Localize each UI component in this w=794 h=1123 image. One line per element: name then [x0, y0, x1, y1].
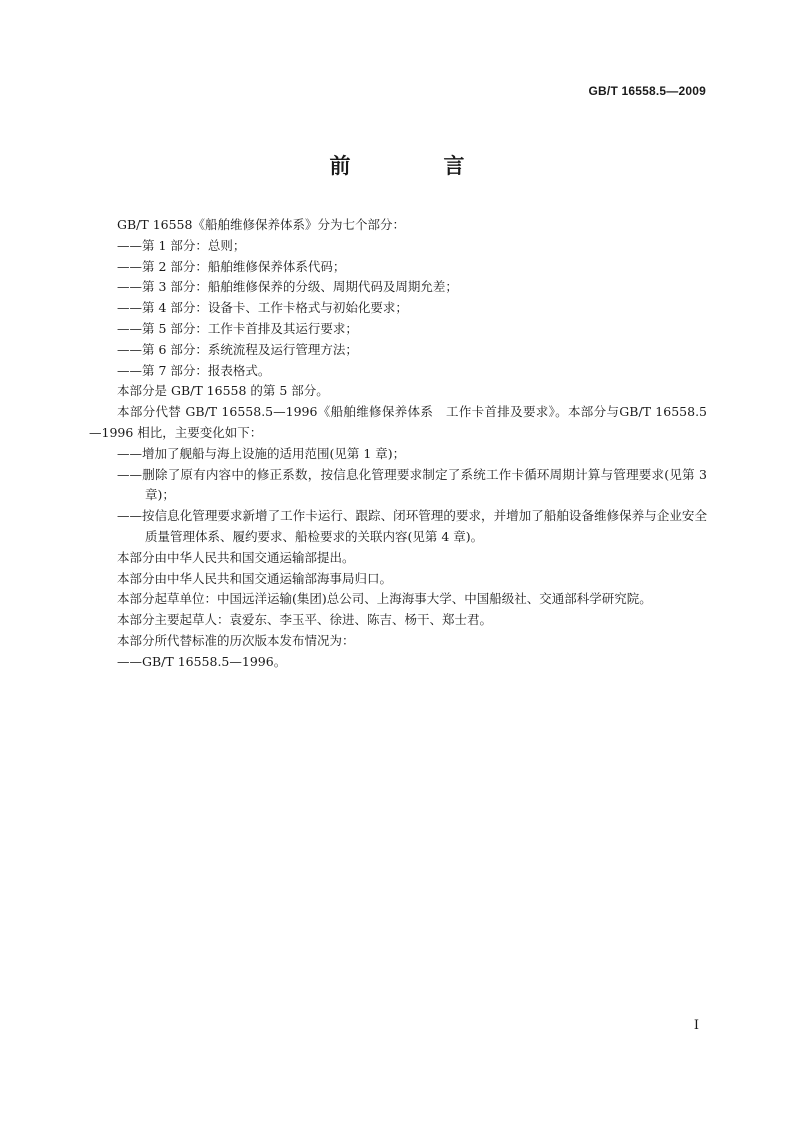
paragraph-replacement: 本部分代替 GB/T 16558.5—1996《船舶维修保养体系 工作卡首排及要求》。本部分与GB/T 16558.5—1996 相比，主要变化如下：	[89, 404, 707, 440]
paragraph-drafters: 本部分主要起草人：袁爱东、李玉平、徐进、陈吉、杨干、郑士君。	[117, 612, 493, 628]
list-item-part-4: ——第 4 部分：设备卡、工作卡格式与初始化要求；	[117, 300, 408, 316]
standard-number: GB/T 16558.5—2009	[588, 84, 706, 98]
list-item-history-1: ——GB/T 16558.5—1996。	[117, 653, 287, 669]
paragraph-drafting-units: 本部分起草单位：中国远洋运输(集团)总公司、上海海事大学、中国船级社、交通部科学研究院。	[117, 591, 652, 607]
page-title: 前 言	[329, 154, 501, 178]
list-item-part-7: ——第 7 部分：报表格式。	[117, 362, 271, 378]
list-item-change-3: ——按信息化管理要求新增了工作卡运行、跟踪、闭环管理的要求，并增加了船舶设备维修保养与企业安全质量管理体系、履约要求、船检要求的关联内容(见第 4 章)。	[117, 508, 707, 544]
paragraph-centralized: 本部分由中华人民共和国交通运输部海事局归口。	[117, 570, 393, 586]
paragraph-history: 本部分所代替标准的历次版本发布情况为：	[117, 632, 355, 648]
page-number: I	[693, 1018, 699, 1033]
paragraph-intro: GB/T 16558《船舶维修保养体系》分为七个部分：	[117, 217, 405, 232]
list-item-part-1: ——第 1 部分：总则；	[117, 237, 246, 253]
list-item-part-2: ——第 2 部分：船舶维修保养体系代码；	[117, 258, 346, 274]
list-item-part-3: ——第 3 部分：船舶维修保养的分级、周期代码及周期允差；	[117, 279, 458, 295]
paragraph-part-statement: 本部分是 GB/T 16558 的第 5 部分。	[117, 383, 329, 399]
list-item-part-6: ——第 6 部分：系统流程及运行管理方法；	[117, 341, 358, 357]
list-item-change-2: ——删除了原有内容中的修正系数，按信息化管理要求制定了系统工作卡循环周期计算与管理要求(见第 3 章)；	[117, 466, 707, 503]
foreword-body	[89, 215, 707, 673]
list-item-part-5: ——第 5 部分：工作卡首排及其运行要求；	[117, 320, 358, 336]
paragraph-proposer: 本部分由中华人民共和国交通运输部提出。	[117, 549, 355, 565]
list-item-change-1: ——增加了舰船与海上设施的适用范围(见第 1 章)；	[117, 445, 406, 461]
